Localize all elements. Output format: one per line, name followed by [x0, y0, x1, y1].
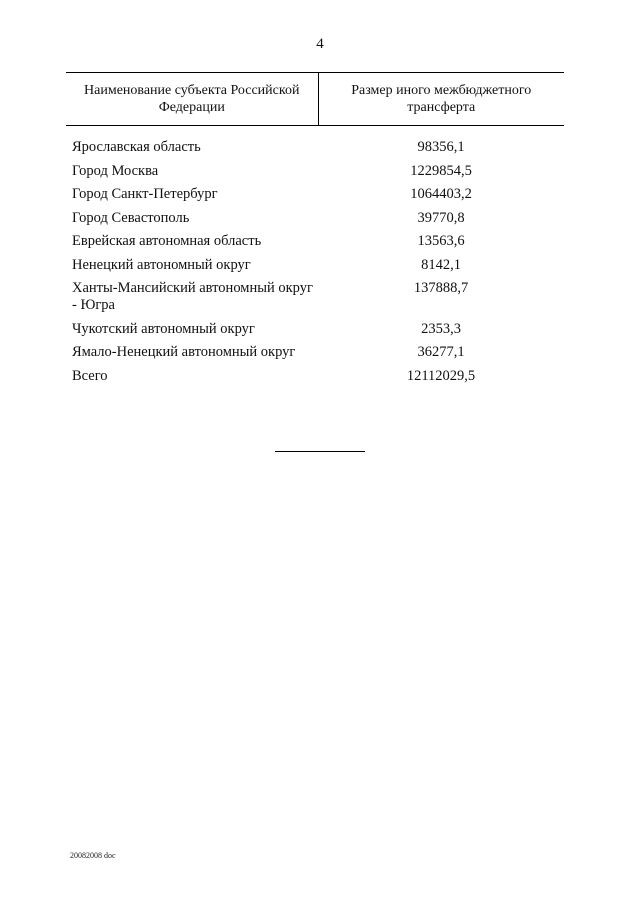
- table-row: [66, 233, 564, 250]
- row-subject-name: Ямало-Ненецкий автономный округ: [72, 344, 296, 360]
- document-code: 20082008 doc: [70, 851, 116, 860]
- row-subject-name: Всего: [72, 367, 108, 384]
- table-row: [66, 163, 564, 180]
- row-subject-name: Город Севастополь: [72, 209, 190, 226]
- table-row: [66, 210, 564, 227]
- row-transfer-amount: 2353,3: [421, 320, 461, 337]
- row-transfer-amount: 137888,7: [413, 280, 469, 296]
- row-subject-name: Ханты-Мансийский автономный округ - Югра: [72, 280, 313, 313]
- table-row: [66, 257, 564, 274]
- row-transfer-amount: 36277,1: [417, 344, 465, 360]
- row-transfer-amount: 1064403,2: [410, 186, 472, 202]
- table-body: [66, 139, 564, 385]
- table-row: [66, 139, 564, 156]
- row-subject-name: Город Москва: [72, 162, 159, 179]
- row-subject-name: Еврейская автономная область: [72, 233, 262, 249]
- row-transfer-amount: 13563,6: [417, 233, 465, 249]
- table-row: [66, 344, 564, 361]
- table-row: [66, 321, 564, 338]
- transfer-table: [66, 72, 564, 391]
- row-transfer-amount: 12112029,5: [406, 367, 476, 384]
- header-transfer-amount: Размер иного межбюджетного трансферта: [351, 83, 532, 115]
- header-subject-name: Наименование субъекта Российской Федерации: [66, 73, 319, 125]
- row-transfer-amount: 98356,1: [417, 139, 465, 155]
- row-transfer-amount: 1229854,5: [410, 162, 472, 179]
- table-row: [66, 280, 564, 314]
- row-subject-name: Город Санкт-Петербург: [72, 186, 218, 202]
- row-transfer-amount: 39770,8: [417, 209, 465, 226]
- row-transfer-amount: 8142,1: [421, 256, 461, 273]
- table-row-total: [66, 368, 564, 385]
- row-subject-name: Чукотский автономный округ: [72, 320, 255, 337]
- section-separator-line: [275, 451, 365, 452]
- row-subject-name: Ярославская область: [72, 139, 201, 155]
- page-number: 4: [316, 36, 324, 52]
- table-header: [66, 72, 564, 126]
- row-subject-name: Ненецкий автономный округ: [72, 256, 251, 273]
- table-row: [66, 186, 564, 203]
